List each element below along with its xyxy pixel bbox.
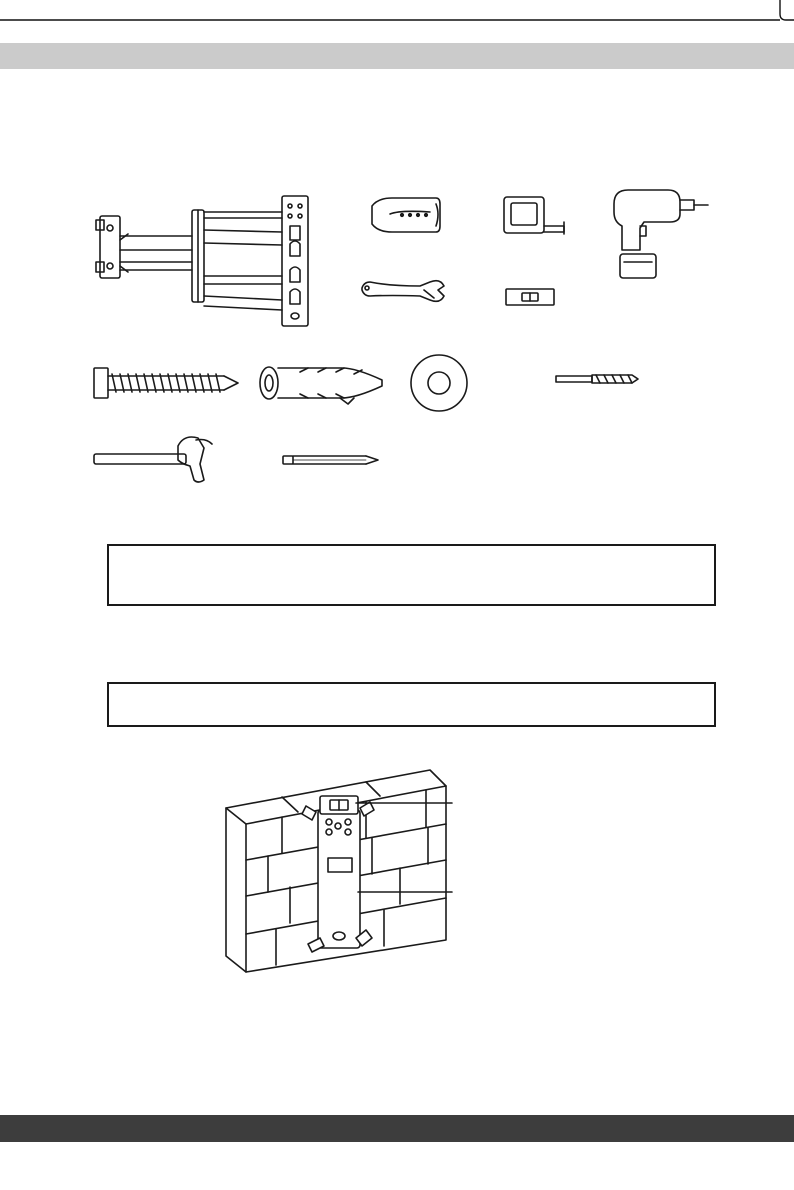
hammer-icon <box>94 437 212 482</box>
spirit-level-icon <box>506 289 554 305</box>
wall-plate-on-brick-wall-icon <box>226 770 452 972</box>
note-box <box>107 682 716 727</box>
pencil-icon <box>283 456 378 464</box>
note-box <box>107 544 716 606</box>
wrench-icon <box>362 281 444 302</box>
wall-bracket-icon <box>96 196 308 326</box>
lag-bolt-icon <box>94 368 238 398</box>
tape-measure-icon <box>504 197 564 234</box>
drill-bit-icon <box>556 375 638 383</box>
wall-anchor-icon <box>260 367 382 404</box>
drill-icon <box>614 190 708 278</box>
washer-icon <box>411 355 467 411</box>
footer-bar <box>0 1115 794 1142</box>
stud-finder-icon <box>372 198 440 232</box>
